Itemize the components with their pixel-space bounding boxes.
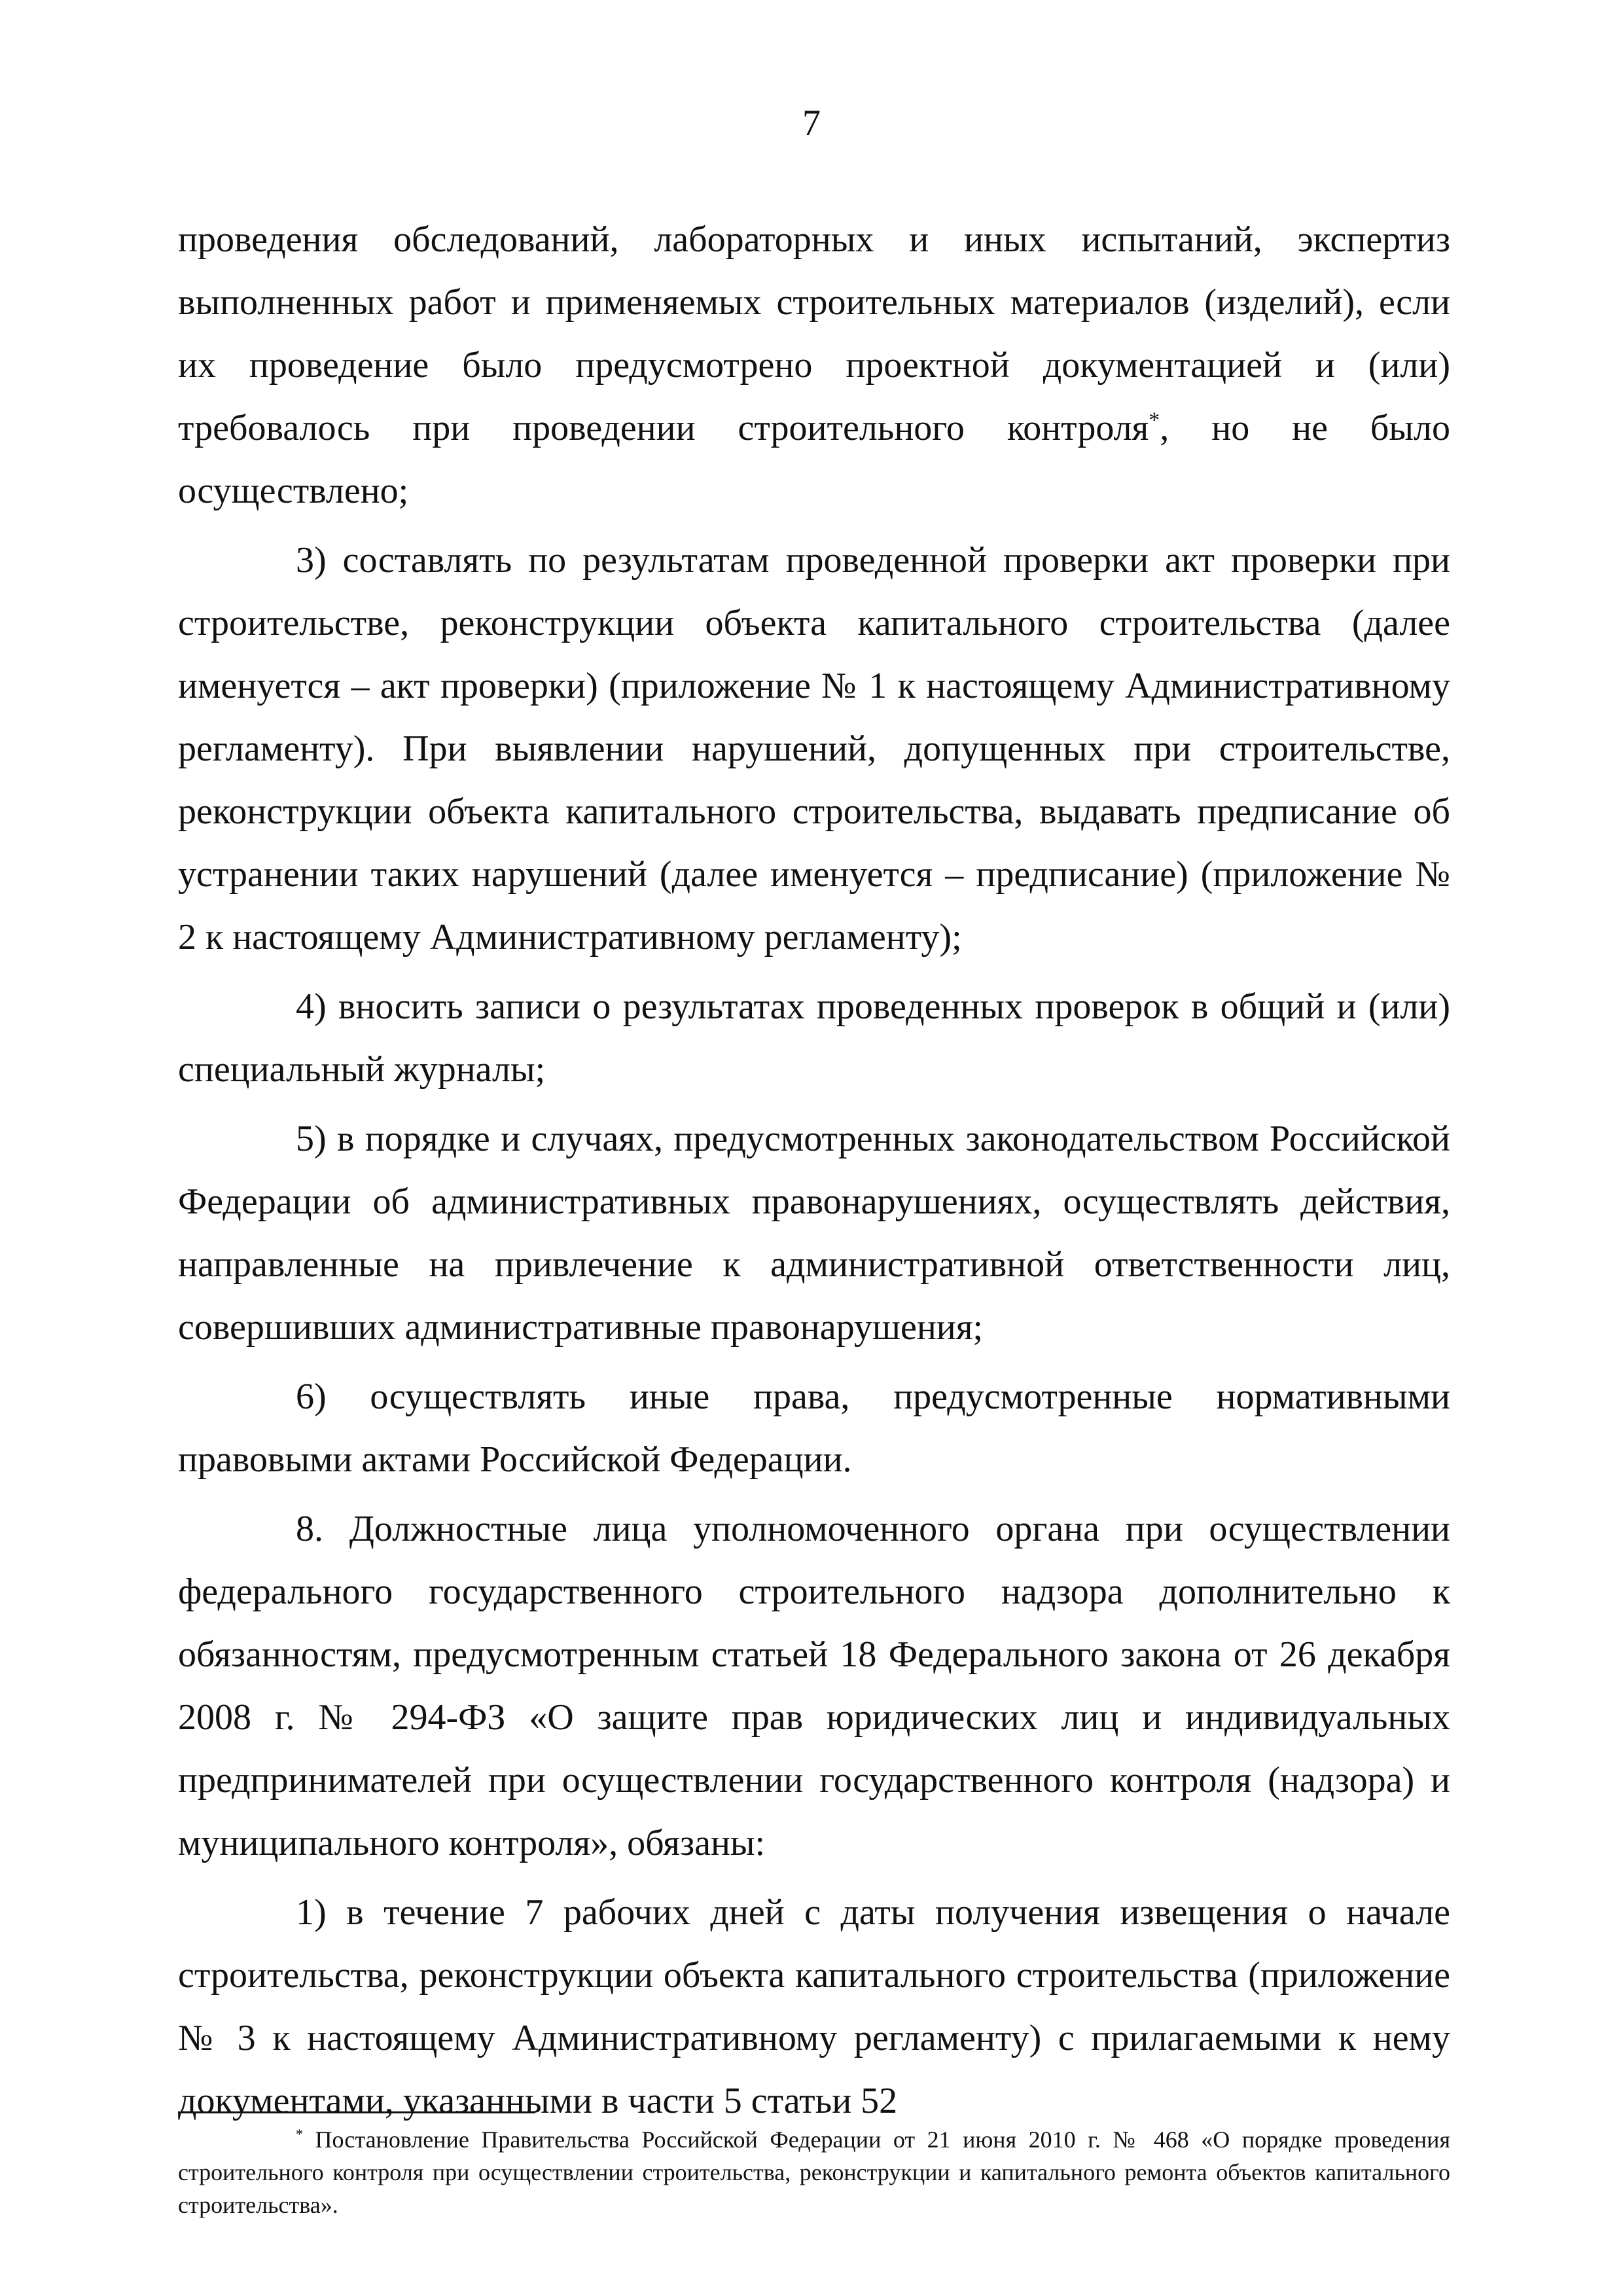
paragraph-item-1: 1) в течение 7 рабочих дней с даты получения извещения о начале строительства, реконструкции объекта капитального строительства (приложение № 3 к настоящему Административному регламенту) с прилагаемыми к нему документами, указанными в части 5 статьи 52 (178, 1892, 1450, 2121)
paragraph-continuation (178, 208, 1450, 522)
paragraph-text: , но не было осуществлено; (178, 408, 1450, 511)
paragraph-item-4: 4) вносить записи о результатах проведенных проверок в общий и (или) специальный журналы; (178, 986, 1450, 1090)
footnote-mark: * (296, 2126, 303, 2142)
body-text (178, 208, 1450, 2139)
footnote (178, 2123, 1450, 2221)
footnote-text: Постановление Правительства Российской Федерации от 21 июня 2010 г. № 468 «О порядке проведения строительного контроля при осуществлении строительства, реконструкции и капитального ремонта объектов капитального строительства». (178, 2126, 1450, 2218)
paragraph-item-5: 5) в порядке и случаях, предусмотренных законодательством Российской Федерации об административных правонарушениях, осуществлять действия, направленные на привлечение к административной ответственности лиц, совершивших административные правонарушения; (178, 1119, 1450, 1348)
footnote-reference: * (1149, 408, 1160, 433)
footnote-paragraph (178, 2123, 1450, 2221)
footnote-separator (178, 2111, 535, 2113)
paragraph-text: проведения обследований, лабораторных и иных испытаний, экспертиз выполненных работ и применяемых строительных материалов (изделий), если их проведение было предусмотрено проектной документацией и (или) требовалось при проведении строительного контроля (178, 219, 1450, 448)
paragraph-item-3: 3) составлять по результатам проведенной проверки акт проверки при строительстве, реконструкции объекта капитального строительства (далее именуется – акт проверки) (приложение № 1 к настоящему Административному регламенту). При выявлении нарушений, допущенных при строительстве, реконструкции объекта капитального строительства, выдавать предписание об устранении таких нарушений (далее именуется – предписание) (приложение № 2 к настоящему Административному регламенту); (178, 540, 1450, 958)
paragraph-section-8: 8. Должностные лица уполномоченного органа при осуществлении федерального государственного строительного надзора дополнительно к обязанностям, предусмотренным статьей 18 Федерального закона от 26 декабря 2008 г. № 294-ФЗ «О защите прав юридических лиц и индивидуальных предпринимателей при осуществлении государственного контроля (надзора) и муниципального контроля», обязаны: (178, 1509, 1450, 1863)
page-number: 7 (802, 103, 821, 143)
paragraph-item-6: 6) осуществлять иные права, предусмотренные нормативными правовыми актами Российской Федерации. (178, 1376, 1450, 1480)
